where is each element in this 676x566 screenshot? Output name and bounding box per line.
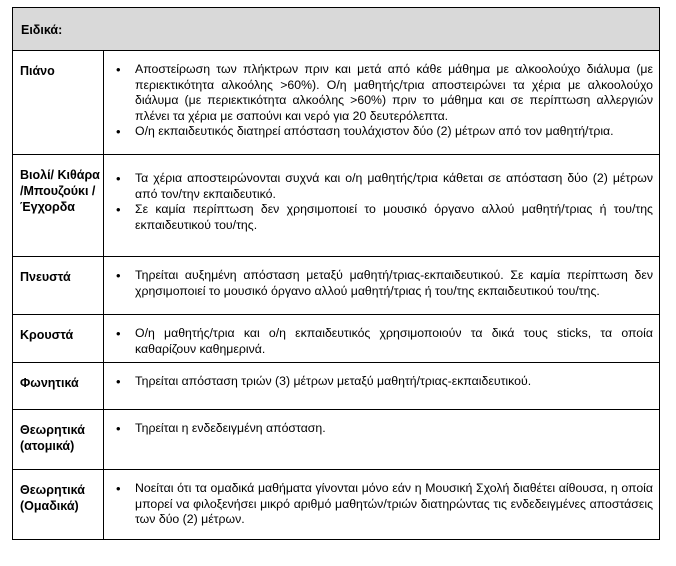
category-cell — [13, 410, 104, 470]
bullet-list — [104, 363, 659, 390]
list-item: • Ο/η μαθητής/τρια και ο/η εκπαιδευτικός χρησιμοποιούν τα δικά τους sticks, τα οποία καθαρίζουν καθημερινά. — [104, 326, 659, 357]
category-label: Βιολί/ Κιθάρα /Μπουζούκι / Έγχορδα — [20, 168, 100, 214]
category-label: Φωνητικά — [20, 376, 79, 390]
table-header-row — [13, 8, 660, 51]
bullet-list — [104, 470, 659, 528]
category-cell — [13, 363, 104, 410]
table-row — [13, 51, 660, 155]
list-item: • Τηρείται η ενδεδειγμένη απόσταση. — [104, 421, 659, 437]
category-cell — [13, 315, 104, 363]
category-label: Θεωρητικά (ατομικά) — [20, 423, 85, 453]
category-cell — [13, 257, 104, 315]
content-cell — [104, 363, 660, 410]
category-cell — [13, 470, 104, 540]
table-row — [13, 257, 660, 315]
bullet-list — [104, 257, 659, 299]
bullet-list — [104, 51, 659, 140]
table-row — [13, 470, 660, 540]
content-cell — [104, 155, 660, 257]
bullet-list — [104, 410, 659, 437]
content-cell — [104, 410, 660, 470]
list-item: • Τα χέρια αποστειρώνονται συχνά και ο/η μαθητής/τρια κάθεται σε απόσταση δύο (2) μέτρων από τον/την εκπαιδευτικό. — [104, 171, 659, 202]
category-label: Κρουστά — [20, 328, 74, 342]
category-cell — [13, 51, 104, 155]
table-row — [13, 155, 660, 257]
list-item: • Αποστείρωση των πλήκτρων πριν και μετά από κάθε μάθημα με αλκοολούχο διάλυμα (με περιεκτικότητα αλκοόλης >60%). Ο/η μαθητής/τρια αποστειρώνει τα χέρια με αλκοολούχο διάλυμα (με περιεκτικότητα αλκοόλης >60%) πριν το μάθημα και σε περίπτωση αλλεργιών πλένει τα χέρια με σαπούνι και νερό για 20 δευτερόλεπτα. — [104, 62, 659, 124]
table-title: Ειδικά: — [21, 23, 63, 37]
category-cell — [13, 155, 104, 257]
table-row — [13, 410, 660, 470]
bullet-list — [104, 315, 659, 357]
content-cell — [104, 257, 660, 315]
category-label: Πιάνο — [20, 64, 55, 78]
guidelines-table — [12, 7, 660, 540]
content-cell — [104, 51, 660, 155]
table-row — [13, 315, 660, 363]
list-item: • Τηρείται αυξημένη απόσταση μεταξύ μαθητή/τριας-εκπαιδευτικού. Σε καμία περίπτωση δεν χρησιμοποιεί το μουσικό όργανο αλλού μαθητή/τριας ή του/της εκπαιδευτικού του/της. — [104, 268, 659, 299]
list-item: • Σε καμία περίπτωση δεν χρησιμοποιεί το μουσικό όργανο αλλού μαθητή/τριας ή του/της εκπαιδευτικού του/της. — [104, 202, 659, 233]
content-cell — [104, 315, 660, 363]
table-header-cell — [13, 8, 660, 51]
content-cell — [104, 470, 660, 540]
category-label: Θεωρητικά (Ομαδικά) — [20, 483, 85, 513]
list-item: • Νοείται ότι τα ομαδικά μαθήματα γίνονται μόνο εάν η Μουσική Σχολή διαθέτει αίθουσα, η οποία μπορεί να φιλοξενήσει μικρό αριθμό μαθητών/τριών διατηρώντας τις ενδεδειγμένες αποστάσεις των δύο (2) μέτρων. — [104, 481, 659, 528]
category-label: Πνευστά — [20, 270, 71, 284]
table-row — [13, 363, 660, 410]
list-item: • Ο/η εκπαιδευτικός διατηρεί απόσταση τουλάχιστον δύο (2) μέτρων από τον μαθητή/τρια. — [104, 124, 659, 140]
list-item: • Τηρείται απόσταση τριών (3) μέτρων μεταξύ μαθητή/τριας-εκπαιδευτικού. — [104, 374, 659, 390]
bullet-list — [104, 155, 659, 233]
